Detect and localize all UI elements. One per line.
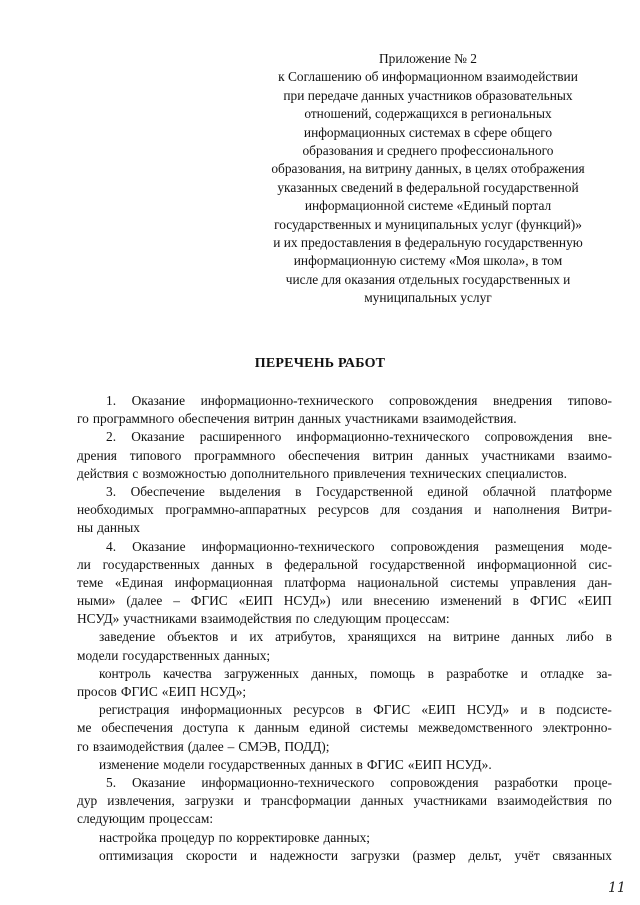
body-line: изменение модели государственных данных в ФГИС «ЕИП НСУД». <box>99 756 492 772</box>
body-line: НСУД» участниками взаимодействия по следующим процессам: <box>77 611 450 627</box>
appendix-line: информационной системе «Единый портал <box>304 198 552 214</box>
body-line: настройка процедур по корректировке данных; <box>99 829 370 845</box>
body-line: действия с возможностью дополнительного привлечения технических специалистов. <box>77 465 567 481</box>
works-list <box>77 392 612 865</box>
document-heading: ПЕРЕЧЕНЬ РАБОТ <box>254 356 386 371</box>
body-line: заведение объектов и их атрибутов, хранящихся на витрине данных либо в <box>99 629 612 645</box>
appendix-line: при передаче данных участников образовательных <box>283 87 573 103</box>
appendix-line: к Соглашению об информационном взаимодействии <box>278 69 578 85</box>
appendix-line: информационную систему «Моя школа», в том <box>293 253 563 269</box>
appendix-line: числе для оказания отдельных государственных и <box>285 271 571 287</box>
body-line: ными» (далее – ФГИС «ЕИП НСУД») или внесению изменений в ФГИС «ЕИП <box>77 593 612 609</box>
body-line: просов ФГИС «ЕИП НСУД»; <box>77 684 247 699</box>
body-line: регистрация информационных ресурсов в ФГИС «ЕИП НСУД» и в подсисте- <box>99 702 612 718</box>
body-line: дур извлечения, загрузки и трансформации данных участниками взаимодействия по <box>77 793 612 809</box>
body-line: го взаимодействия (далее – СМЭВ, ПОДД); <box>77 738 330 754</box>
appendix-line: отношений, содержащихся в региональных <box>304 106 552 122</box>
body-line: го программного обеспечения витрин данных участниками взаимодействия. <box>77 411 517 427</box>
appendix-header <box>252 50 604 308</box>
appendix-line: муниципальных услуг <box>364 290 492 306</box>
body-line: ли государственных данных в федеральной государственной информационной сис- <box>77 556 612 572</box>
body-line: 3. Обеспечение выделения в Государственной единой облачной платформе <box>106 483 612 499</box>
body-line: ны данных <box>77 520 140 536</box>
appendix-line: указанных сведений в федеральной государственной <box>277 179 579 195</box>
appendix-line: образования, на витрину данных, в целях отображения <box>271 161 585 177</box>
appendix-line: информационных системах в сфере общего <box>303 124 553 140</box>
body-line: контроль качества загруженных данных, помощь в разработке и отладке за- <box>99 665 612 681</box>
appendix-line: образования и среднего профессионального <box>302 143 554 159</box>
body-line: теме «Единая информационная платформа национальной системы управления дан- <box>77 574 612 590</box>
body-line: дрения типового программного обеспечения витрин данных участниками взаимо- <box>77 447 612 463</box>
body-line: ме обеспечения доступа к данным единой системы межведомственного электронно- <box>77 720 612 736</box>
body-line: 1. Оказание информационно-технического сопровождения внедрения типово- <box>106 393 612 408</box>
body-line: модели государственных данных; <box>77 647 271 663</box>
appendix-line: государственных и муниципальных услуг (функций)» <box>274 216 582 232</box>
body-line: 2. Оказание расширенного информационно-технического сопровождения вне- <box>106 429 612 445</box>
body-line: оптимизация скорости и надежности загрузки (размер дельт, учёт связанных <box>99 847 612 863</box>
body-line: следующим процессам: <box>77 811 214 827</box>
body-line: необходимых программно-аппаратных ресурсов для создания и наполнения Витри- <box>77 502 612 518</box>
appendix-line: и их предоставления в федеральную государственную <box>273 235 583 251</box>
appendix-line: Приложение № 2 <box>378 51 478 66</box>
body-line: 5. Оказание информационно-технического сопровождения разработки проце- <box>106 774 612 790</box>
body-line: 4. Оказание информационно-технического сопровождения размещения моде- <box>106 538 612 554</box>
handwritten-page-number: 11 <box>608 880 626 896</box>
